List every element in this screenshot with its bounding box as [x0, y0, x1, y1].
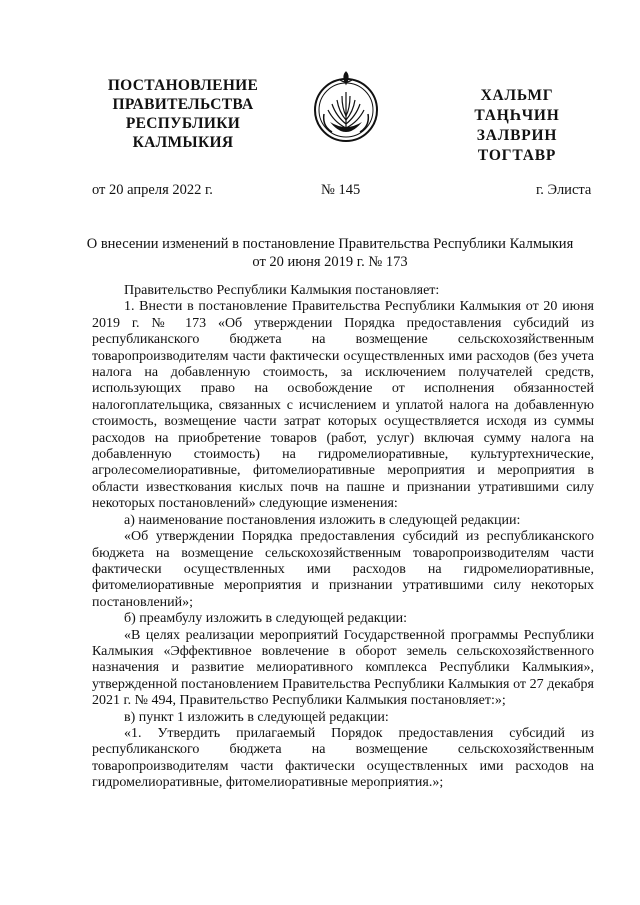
header-left-line: РЕСПУБЛИКИ — [125, 115, 241, 132]
header-right-line: ТОГТАВР — [477, 147, 557, 164]
title-line: от 20 июня 2019 г. № 173 — [252, 254, 408, 270]
kalmykia-coat-of-arms-icon — [312, 70, 380, 146]
body-paragraph: 1. Внести в постановление Правительства Республики Калмыкия от 20 июня 2019 г. № 173 «Об утверждении Порядка предоставления субсидий из республиканского бюджета на возмещение сельскохозяйственным товаропроизводителям части фактически осуществленных ими расходов (без учета налога на добавленную стоимость, за исключением получателей средств, использующих право на освобождение от исполнения обязанностей налогоплательщика, связанных с исчислением и уплатой налога на добавленную стоимость, возмещение части затрат которых осуществляется исходя из суммы расходов на приобретение товаров (работ, услуг) включая сумму налога на добавленную стоимость) на гидромелиоративные, культуртехнические, агролесомелиоративные, фитомелиоративные мероприятия и мероприятия в области известкования кислых почв на пашне и признании утратившими силу некоторых постановлений» следующие изменения: — [92, 299, 594, 512]
body-paragraph: а) наименование постановления изложить в следующей редакции: — [124, 512, 521, 528]
header-left-line: ПРАВИТЕЛЬСТВА — [112, 96, 254, 113]
header-right-line: ХАЛЬМГ — [480, 87, 554, 104]
body-paragraph: Правительство Республики Калмыкия постановляет: — [124, 283, 440, 298]
body-paragraph: в) пункт 1 изложить в следующей редакции: — [124, 709, 389, 725]
title-line: О внесении изменений в постановление Правительства Республики Калмыкия — [86, 236, 574, 252]
header-left-line: ПОСТАНОВЛЕНИЕ — [107, 77, 259, 94]
body-paragraph: «1. Утвердить прилагаемый Порядок предоставления субсидий из республиканского бюджета на возмещение сельскохозяйственным товаропроизводителям части фактически осуществленных ими расходов на гидромелиоративные, фитомелиоративные мероприятия.»; — [92, 725, 594, 791]
document-title — [80, 235, 580, 271]
document-date: от 20 апреля 2022 г. — [92, 182, 213, 198]
header-right-title — [452, 86, 582, 166]
header-left-line: КАЛМЫКИЯ — [132, 134, 234, 151]
header-right-line: ТАҢҺЧИН — [474, 107, 560, 124]
body-paragraph: б) преамбулу изложить в следующей редакции: — [124, 611, 407, 627]
header-right-line: ЗАЛВРИН — [476, 127, 558, 144]
document-number: № 145 — [321, 182, 361, 198]
document-city: г. Элиста — [536, 182, 592, 198]
body-paragraph: «В целях реализации мероприятий Государственной программы Республики Калмыкия «Эффективное вовлечение в оборот земель сельскохозяйственного назначения и развитие мелиоративного комплекса Республики Калмыкия», утвержденной постановлением Правительства Республики Калмыкия от 27 декабря 2021 г. № 494, Правительство Республики Калмыкия постановляет:»; — [92, 627, 594, 709]
header-left-title — [100, 76, 266, 152]
document-body — [92, 283, 594, 792]
body-paragraph: «Об утверждении Порядка предоставления субсидий из республиканского бюджета на возмещение сельскохозяйственным товаропроизводителям части фактически осуществленных ими расходов на гидромелиоративные, фитомелиоративные мероприятия и признании утратившими силу некоторых постановлений»; — [92, 529, 594, 610]
